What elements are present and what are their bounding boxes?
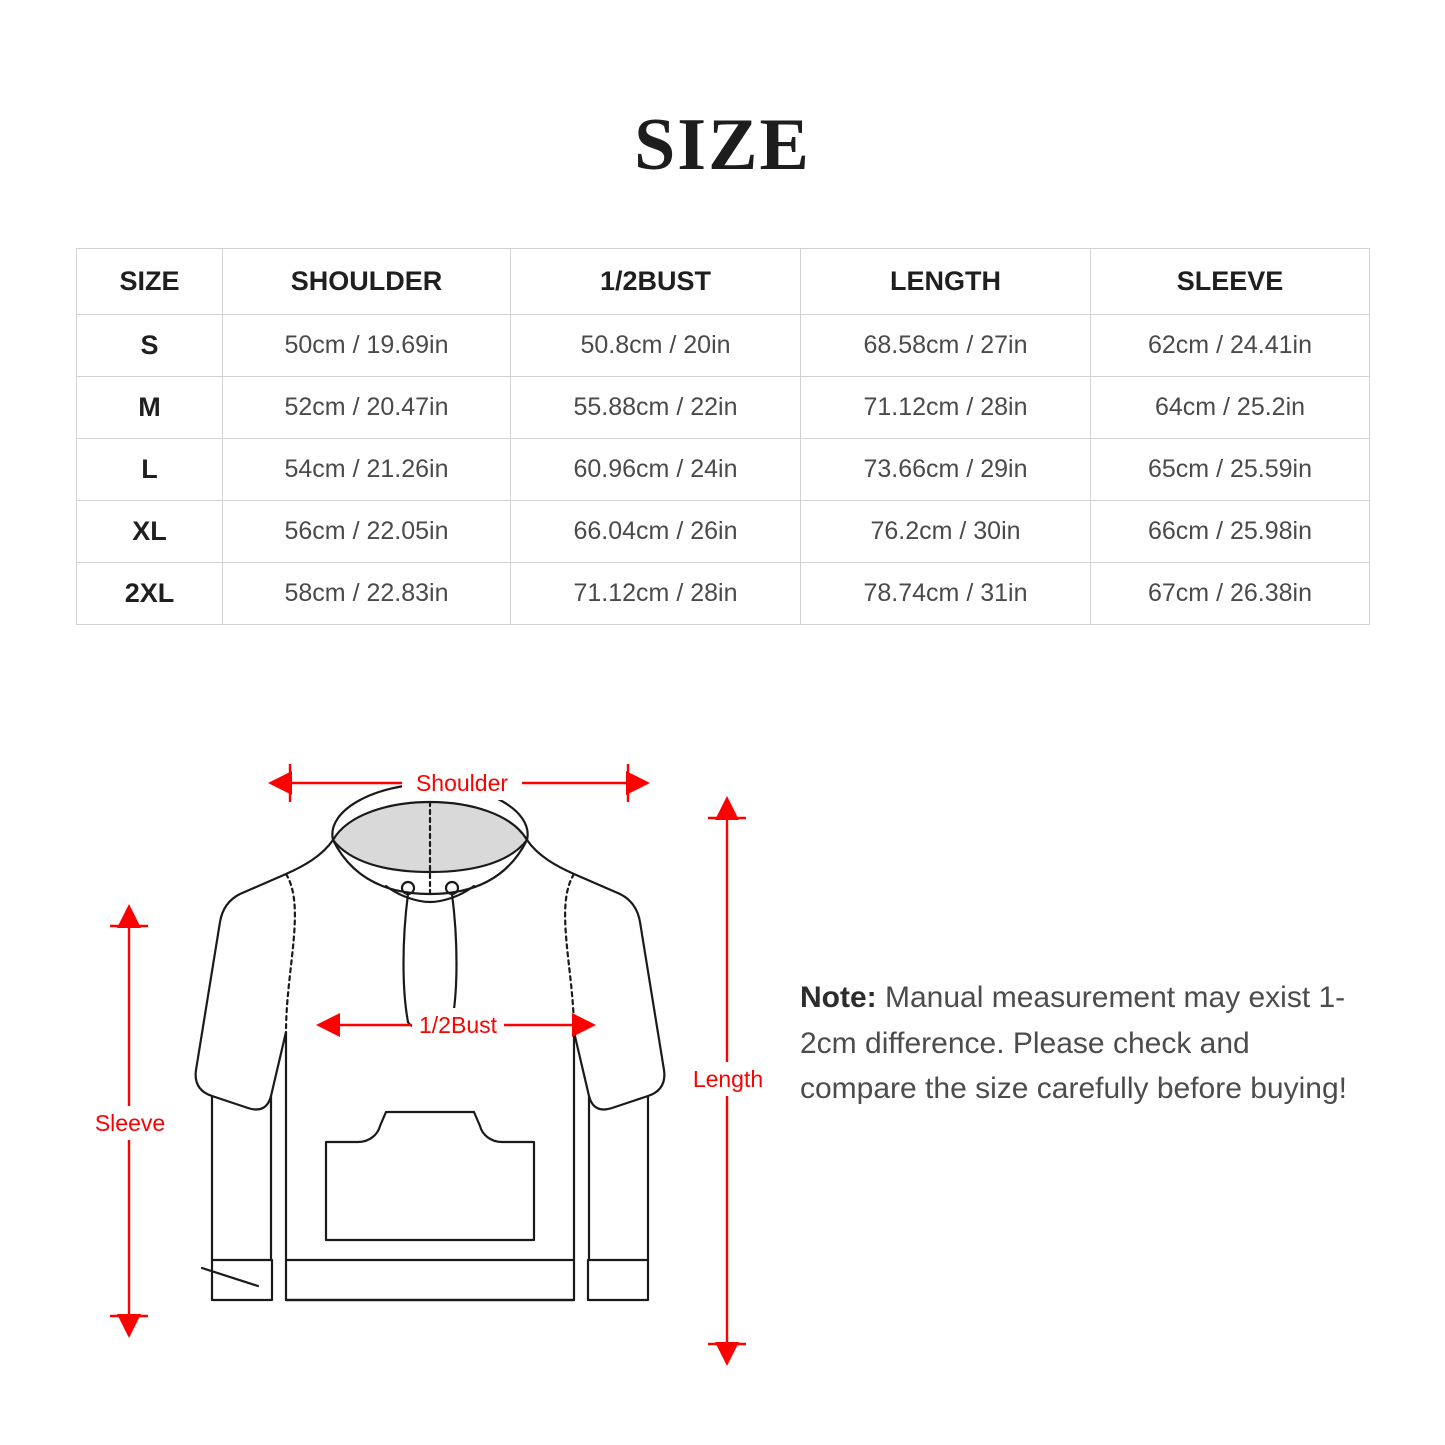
table-row [77, 563, 1370, 625]
label-shoulder: Shoulder [415, 770, 509, 796]
cell-sleeve: 64cm / 25.2in [1091, 377, 1370, 439]
cell-sleeve: 65cm / 25.59in [1091, 439, 1370, 501]
cell-shoulder: 50cm / 19.69in [223, 315, 511, 377]
shoulder-seam-right [565, 874, 574, 1032]
cell-bust: 71.12cm / 28in [511, 563, 801, 625]
table-header-row [77, 249, 1370, 315]
note-block [800, 975, 1370, 1112]
cell-length: 73.66cm / 29in [801, 439, 1091, 501]
hoodie-measurement-diagram [90, 740, 770, 1380]
cell-size: 2XL [77, 563, 223, 625]
size-chart-table [76, 248, 1369, 625]
table-row [77, 315, 1370, 377]
cell-size: L [77, 439, 223, 501]
cell-size: M [77, 377, 223, 439]
cell-bust: 50.8cm / 20in [511, 315, 801, 377]
table-row [77, 377, 1370, 439]
label-length: Length [692, 1066, 764, 1092]
cell-sleeve: 62cm / 24.41in [1091, 315, 1370, 377]
cell-shoulder: 56cm / 22.05in [223, 501, 511, 563]
cell-length: 68.58cm / 27in [801, 315, 1091, 377]
drawstring-right [452, 894, 457, 1022]
body-outline [196, 840, 665, 1300]
column-header-sleeve: SLEEVE [1091, 249, 1370, 315]
cell-length: 78.74cm / 31in [801, 563, 1091, 625]
note-text: Manual measurement may exist 1-2cm difference. Please check and compare the size carefully before buying! [800, 981, 1347, 1106]
shoulder-seam-left [286, 874, 295, 1032]
kangaroo-pocket [326, 1112, 534, 1240]
column-header-bust: 1/2BUST [511, 249, 801, 315]
note-label: Note: [800, 981, 877, 1014]
page-title: SIZE [634, 104, 811, 186]
column-header-shoulder: SHOULDER [223, 249, 511, 315]
cell-length: 76.2cm / 30in [801, 501, 1091, 563]
cell-shoulder: 58cm / 22.83in [223, 563, 511, 625]
cuff-left-top [202, 1268, 258, 1286]
cuff-right [588, 1260, 648, 1300]
cell-bust: 66.04cm / 26in [511, 501, 801, 563]
cell-shoulder: 52cm / 20.47in [223, 377, 511, 439]
cell-bust: 55.88cm / 22in [511, 377, 801, 439]
cell-length: 71.12cm / 28in [801, 377, 1091, 439]
table-row [77, 501, 1370, 563]
column-header-length: LENGTH [801, 249, 1091, 315]
cell-size: S [77, 315, 223, 377]
cell-sleeve: 67cm / 26.38in [1091, 563, 1370, 625]
drawstring-left [404, 894, 409, 1022]
cell-sleeve: 66cm / 25.98in [1091, 501, 1370, 563]
cell-bust: 60.96cm / 24in [511, 439, 801, 501]
label-sleeve: Sleeve [94, 1110, 166, 1136]
column-header-size: SIZE [77, 249, 223, 315]
table-row [77, 439, 1370, 501]
cell-size: XL [77, 501, 223, 563]
cell-shoulder: 54cm / 21.26in [223, 439, 511, 501]
label-bust: 1/2Bust [419, 1012, 497, 1038]
